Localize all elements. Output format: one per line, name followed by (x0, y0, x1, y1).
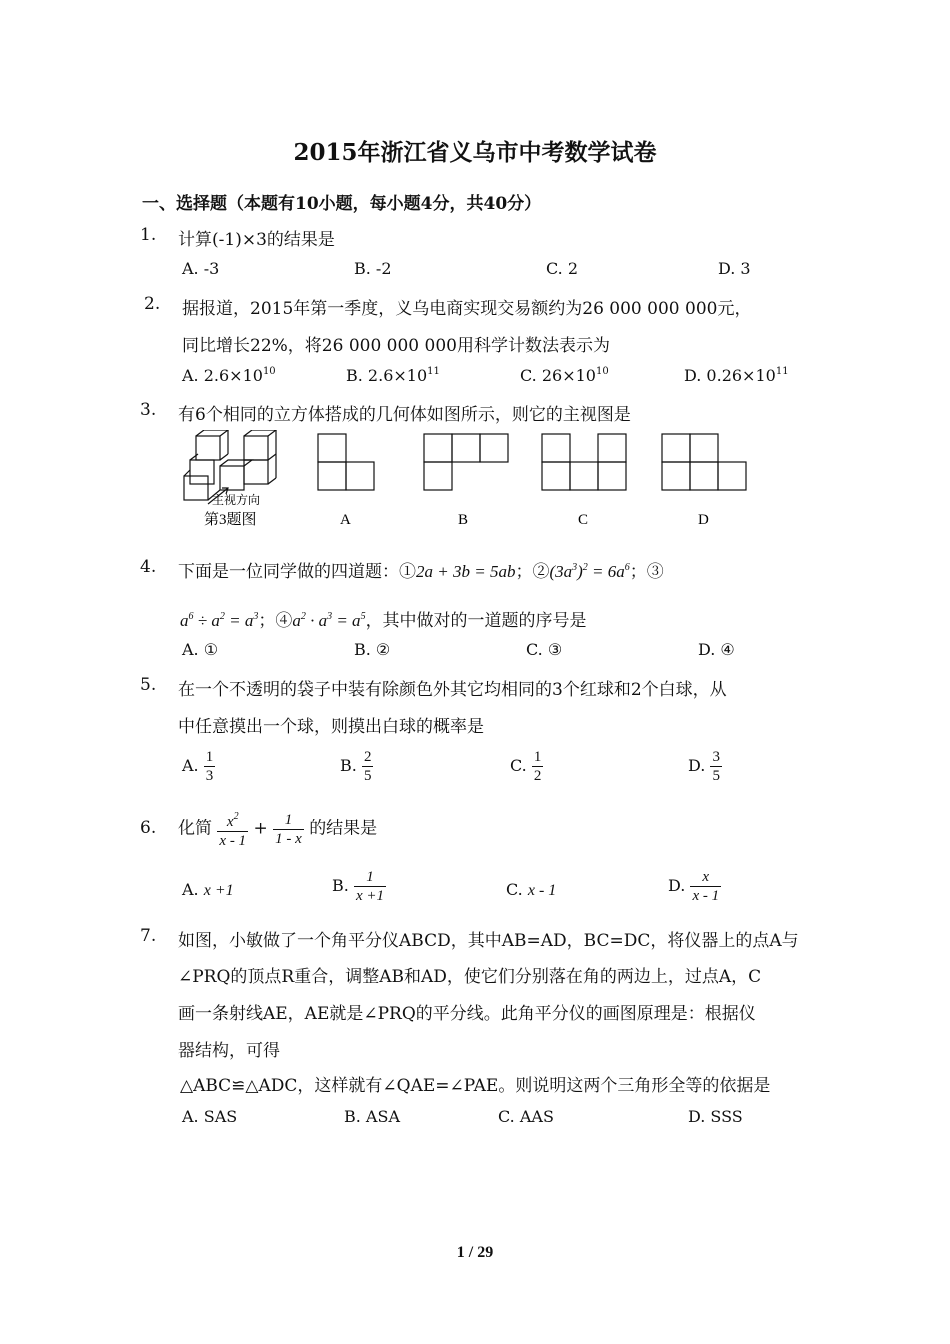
q6-option-d: D. $\frac{x}{x - 1}$ (668, 869, 720, 904)
q1-option-d: D. 3 (718, 259, 751, 278)
q5-option-c: C. $\frac{1}{2}$ (510, 749, 542, 784)
q3-figures (178, 430, 758, 530)
q6-option-a: A. x +1 (182, 880, 234, 899)
q7-option-d: D. SSS (688, 1107, 743, 1126)
q1-number: 1. (140, 225, 157, 245)
q4-option-b: B. ② (354, 640, 391, 659)
q7-option-a: A. SAS (182, 1107, 238, 1126)
q6-option-b: B. $\frac{1}{x +1}$ (332, 869, 384, 904)
q4-option-c: C. ③ (526, 640, 563, 659)
q6-number: 6. (140, 818, 157, 838)
q3-text: 有6个相同的立方体搭成的几何体如图所示，则它的主视图是 (178, 405, 631, 425)
q3-view-d (662, 434, 746, 490)
q2-line2: 同比增长22%，将26 000 000 000用科学计数法表示为 (182, 336, 610, 356)
q5-line1: 在一个不透明的袋子中装有除颜色外其它均相同的3个红球和2个白球，从 (178, 680, 727, 700)
q6-option-c: C. x - 1 (506, 880, 557, 899)
q5-option-d: D. $\frac{3}{5}$ (688, 749, 720, 784)
q1-option-a: A. -3 (182, 259, 220, 278)
q7-line4: 器结构，可得 (178, 1041, 280, 1061)
q5-option-b: B. $\frac{2}{5}$ (340, 749, 372, 784)
q7-option-b: B. ASA (344, 1107, 400, 1126)
q1-option-b: B. -2 (354, 259, 392, 278)
q3-label-b: B (458, 512, 469, 528)
q7-line3: 画一条射线AE，AE就是∠PRQ的平分线。此角平分仪的画图原理是：根据仪 (178, 1004, 756, 1024)
q2-line1: 据报道，2015年第一季度，义乌电商实现交易额约为26 000 000 000元， (182, 299, 752, 319)
q4-line2: $a^6 \div a^2 = a^3$；$④a^2 \cdot a^3 = a^5$，其中做对的一道题的序号是 (180, 611, 587, 631)
q6-text: 化简 $\frac{x^2}{x - 1}$ + $\frac{1}{1 - x}$ 的结果是 (178, 808, 377, 850)
q7-line2: ∠PRQ的顶点R重合，调整AB和AD，使它们分别落在角的两边上，过点A，C (178, 967, 762, 987)
q4-number: 4. (140, 557, 157, 577)
q7-line1: 如图，小敏做了一个角平分仪ABCD，其中AB=AD，BC=DC，将仪器上的点A与 (178, 931, 799, 951)
q5-number: 5. (140, 675, 157, 695)
q4-option-d: D. ④ (698, 640, 735, 659)
view-direction-label: 主视方向 (212, 493, 261, 507)
q4-option-a: A. ① (182, 640, 219, 659)
q3-view-c (542, 434, 626, 490)
q7-line5: △ABC≌△ADC，这样就有∠QAE=∠PAE。则说明这两个三角形全等的依据是 (180, 1076, 771, 1096)
q4-line1: 下面是一位同学做的四道题：①2a + 3b = 5ab；$②(3a^3)^2 = 6a^6$；③ (178, 562, 664, 582)
q3-label-d: D (698, 512, 709, 528)
q2-option-d: D. $0.26\times 10^{11}$ (684, 366, 789, 385)
q7-option-c: C. AAS (498, 1107, 554, 1126)
q1-text: 计算(-1)×3的结果是 (178, 230, 335, 250)
q5-line2: 中任意摸出一个球，则摸出白球的概率是 (178, 717, 484, 737)
q3-number: 3. (140, 400, 157, 420)
q1-option-c: C. 2 (546, 259, 579, 278)
section-heading: 一、选择题（本题有10小题，每小题4分，共40分） (142, 194, 542, 214)
q2-option-b: B. $2.6\times 10^{11}$ (346, 366, 440, 385)
q3-view-b (424, 434, 508, 490)
figure-caption: 第3题图 (204, 512, 257, 528)
q2-option-a: A. $2.6\times 10^{10}$ (182, 366, 276, 385)
q7-number: 7. (140, 926, 157, 946)
q3-label-c: C (578, 512, 589, 528)
q2-number: 2. (144, 294, 161, 314)
page-number: 1 / 29 (456, 1244, 494, 1261)
q2-option-c: C. $26\times 10^{10}$ (520, 366, 609, 385)
q5-option-a: A. $\frac{1}{3}$ (182, 749, 214, 784)
q3-view-a (318, 434, 374, 490)
page-title: 2015年浙江省义乌市中考数学试卷 (293, 139, 657, 166)
q3-label-a: A (340, 512, 351, 528)
